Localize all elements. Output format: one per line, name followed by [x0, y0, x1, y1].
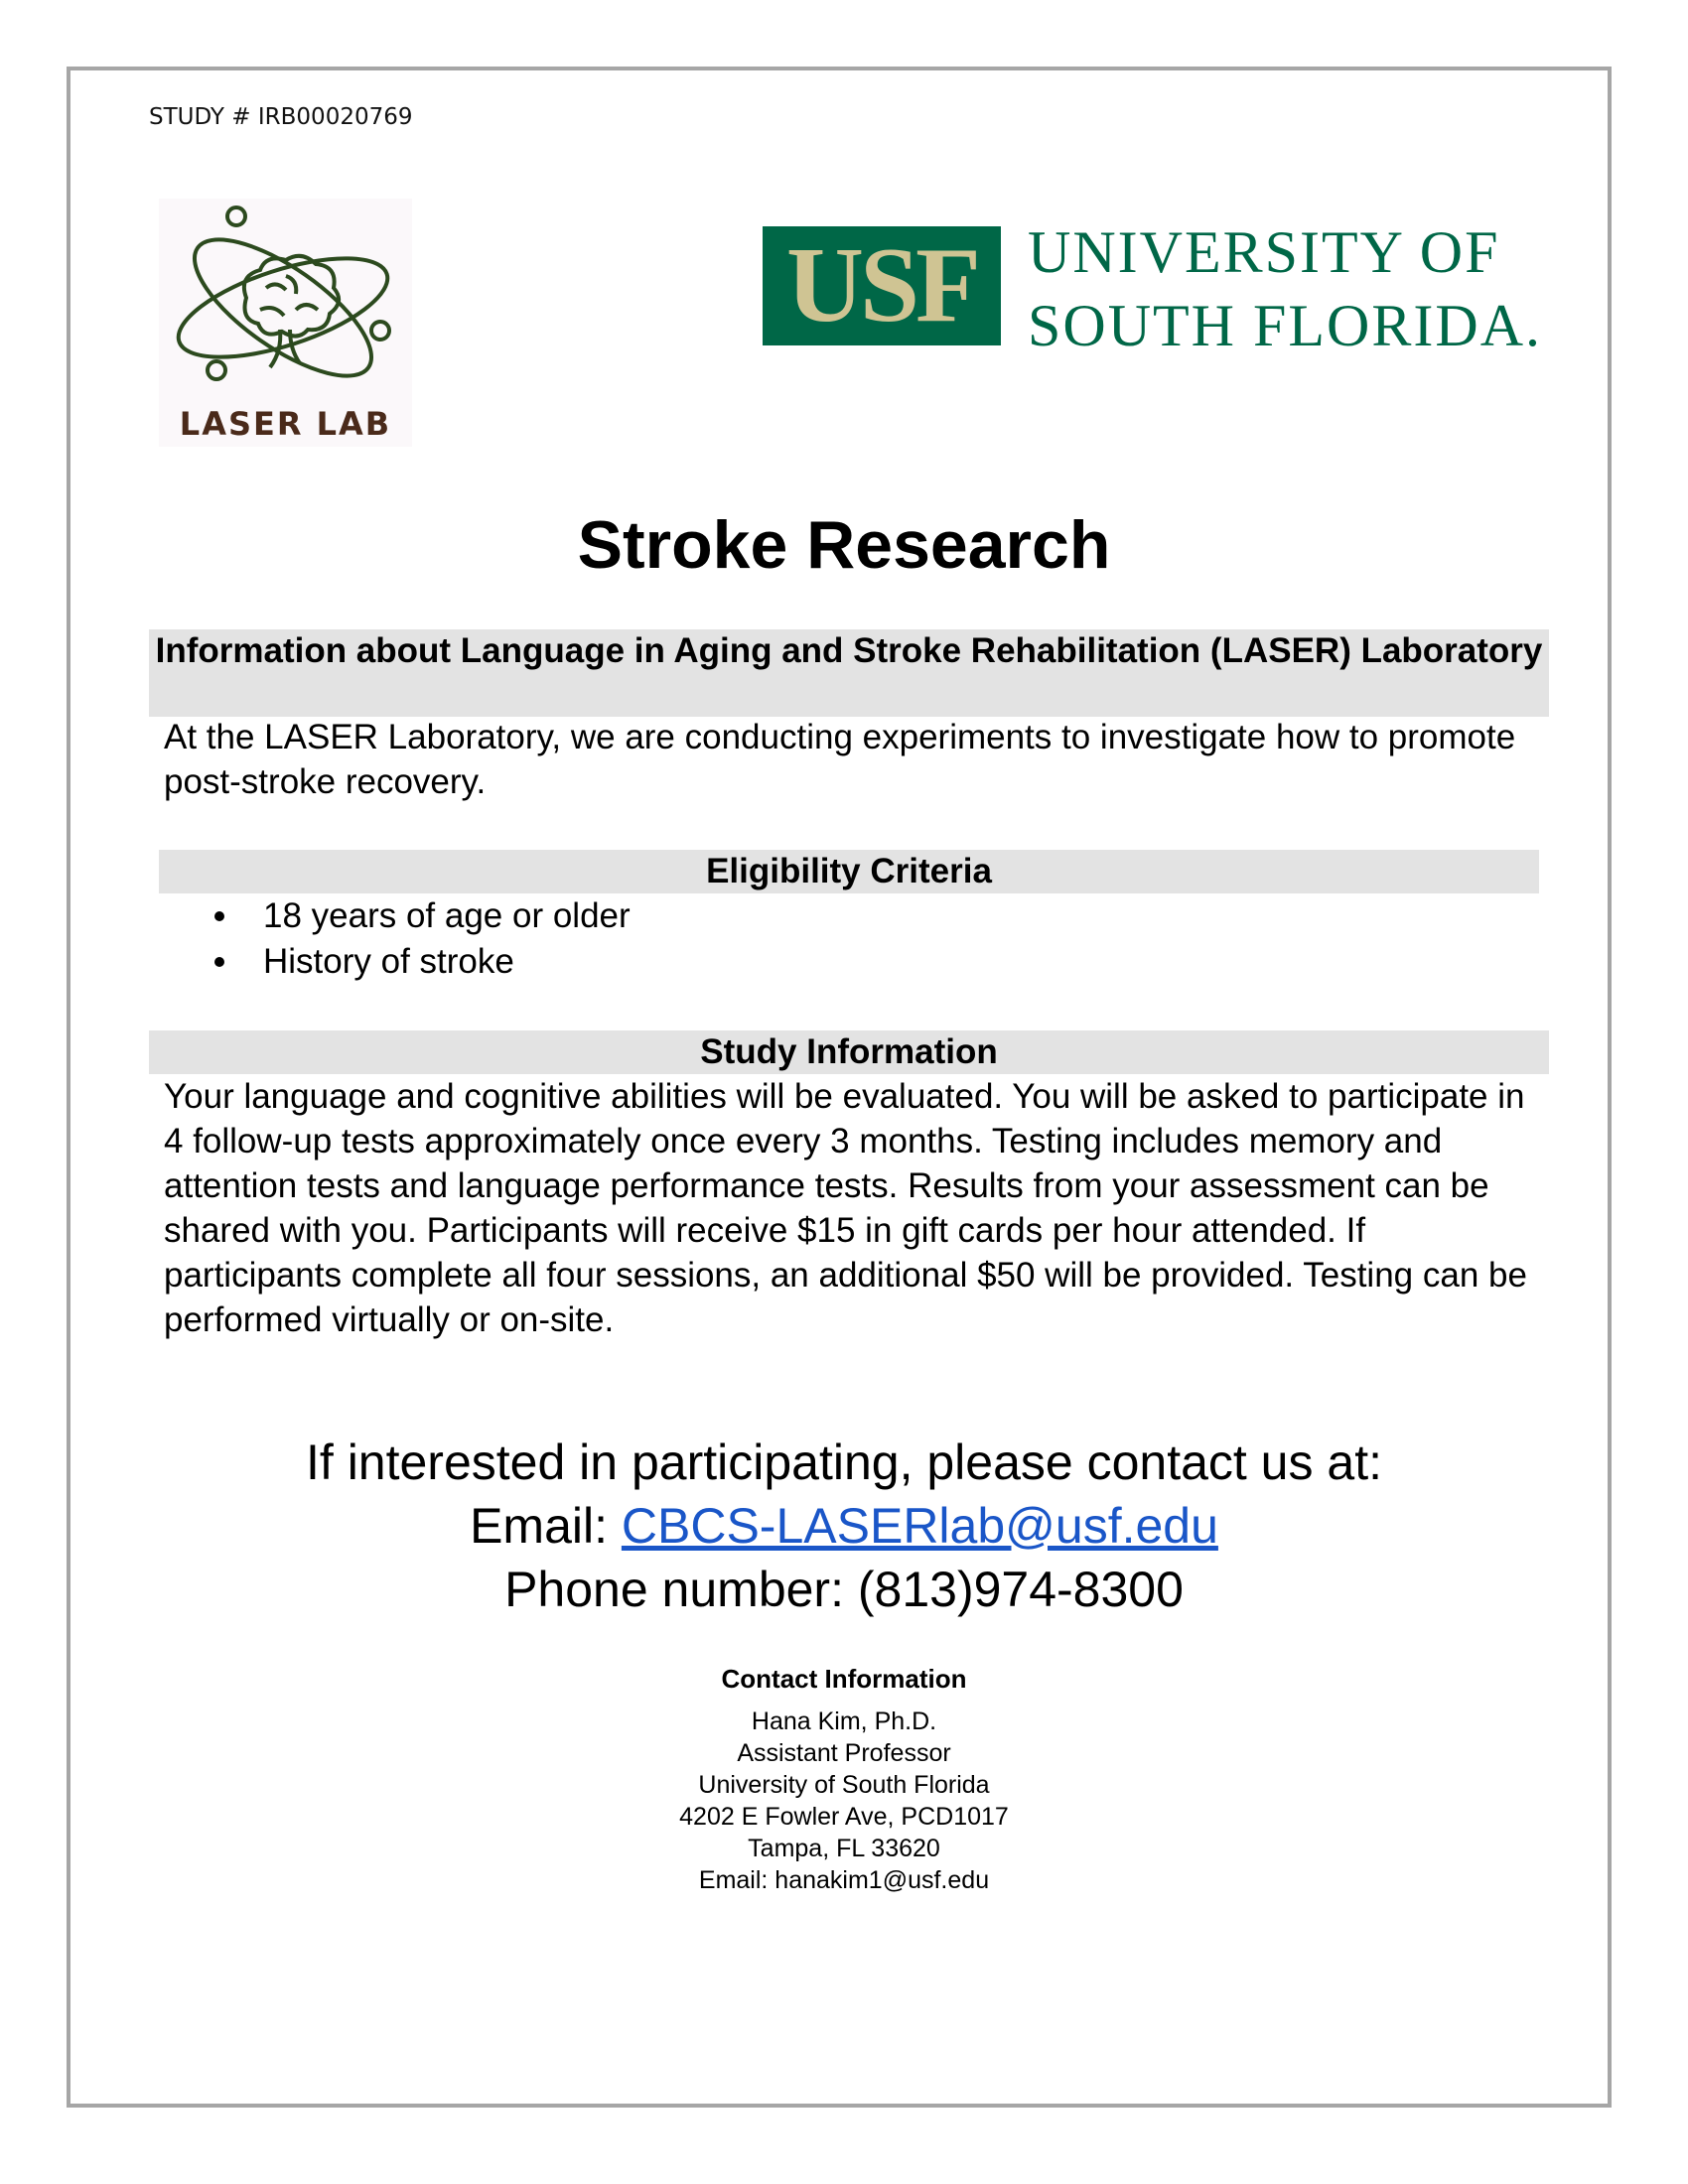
laser-lab-logo	[159, 199, 412, 447]
contact-info-title: Assistant Professor	[737, 1739, 951, 1767]
eligibility-list	[209, 893, 631, 985]
study-id: STUDY # IRB00020769	[149, 104, 413, 130]
lab-info-body: At the LASER Laboratory, we are conducting experiments to investigate how to promote post-stroke recovery.	[164, 718, 1516, 801]
contact-phone: Phone number: (813)974-8300	[504, 1562, 1184, 1617]
usf-logo-block	[763, 226, 1001, 345]
contact-info-name: Hana Kim, Ph.D.	[751, 1707, 937, 1735]
atom-brain-icon	[169, 199, 402, 402]
page-title: Stroke Research	[577, 507, 1111, 583]
usf-logo-line-2: SOUTH FLORIDA.	[1028, 293, 1543, 358]
eligibility-item-text: History of stroke	[263, 942, 514, 981]
usf-logo-line-1: UNIVERSITY OF	[1028, 219, 1500, 285]
contact-info-city: Tampa, FL 33620	[748, 1835, 940, 1862]
study-info-body: Your language and cognitive abilities will be evaluated. You will be asked to participate in 4 follow-up tests approximately once every 3 months. Testing includes memory and attention tests and language performance tests. Results from your assessment can be shared with you. Participants will receive $15 in gift cards per hour attended. If participants complete all four sessions, an additional $50 will be provided. Testing can be performed virtually or on-site.	[164, 1077, 1527, 1339]
contact-info-email: Email: hanakim1@usf.edu	[698, 1866, 990, 1894]
bullet-icon	[214, 957, 224, 967]
lab-info-heading: Information about Language in Aging and Stroke Rehabilitation (LASER) Laboratory	[149, 629, 1549, 717]
email-link[interactable]: CBCS-LASERlab@usf.edu	[621, 1498, 1218, 1554]
eligibility-heading: Eligibility Criteria	[159, 850, 1539, 893]
contact-info-address: 4202 E Fowler Ave, PCD1017	[679, 1803, 1009, 1831]
list-item	[209, 939, 631, 985]
study-info-heading: Study Information	[149, 1030, 1549, 1074]
laser-lab-logo-text: LASER LAB	[179, 405, 392, 443]
bullet-icon	[214, 911, 224, 921]
contact-cta: If interested in participating, please contact us at:	[306, 1434, 1382, 1490]
contact-email-line	[0, 1495, 1688, 1557]
eligibility-item-text: 18 years of age or older	[263, 896, 631, 935]
list-item	[209, 893, 631, 939]
usf-logo-abbrev: USF	[785, 226, 978, 344]
contact-info-university: University of South Florida	[698, 1771, 990, 1799]
contact-info-heading: Contact Information	[721, 1664, 967, 1694]
email-label: Email:	[470, 1498, 622, 1554]
contact-info-list	[0, 1706, 1688, 1896]
